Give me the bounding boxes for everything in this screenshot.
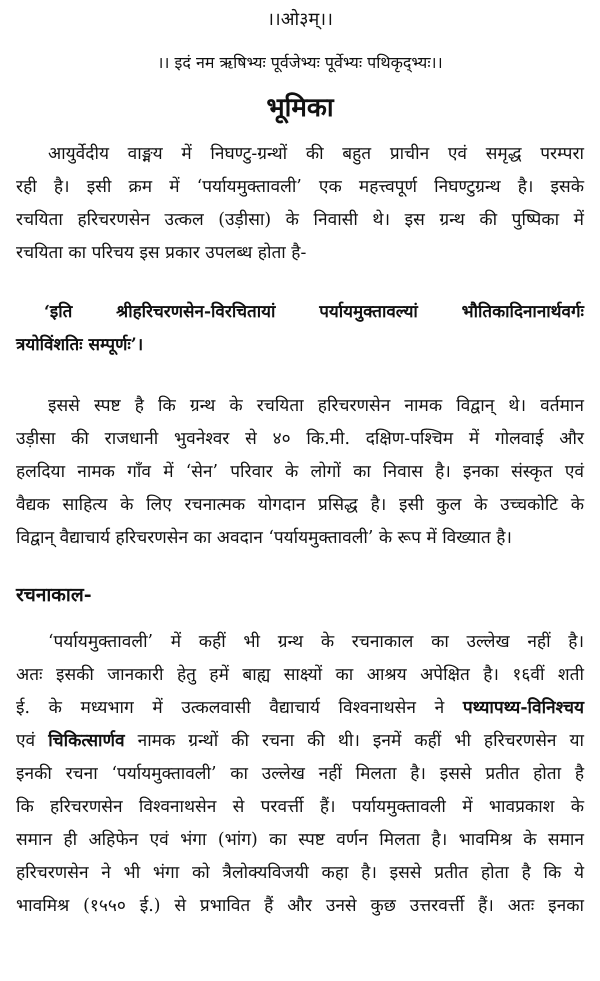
paragraph-period: [16, 626, 584, 923]
text-line: आयुर्वेदीय वाङ्मय में निघण्टु-ग्रन्थों की बहुत प्राचीन एवं समृद्ध परम्परा: [48, 144, 584, 164]
text-line: विद्वान् वैद्याचार्य हरिचरणसेन का अवदान ‘पर्यायमुक्तावली’ के रूप में विख्यात है।: [16, 528, 512, 548]
invocation-verse: ।। इदं नम ऋषिभ्यः पूर्वजेभ्यः पूर्वेभ्यः पथिकृद्भ्यः।।: [157, 53, 443, 72]
colophon-quote: [16, 296, 584, 362]
om-header: ।।ओ३म्।।: [267, 9, 333, 30]
text-line: रही है। इसी क्रम में ‘पर्यायमुक्तावली’ एक महत्त्वपूर्ण निघण्टुग्रन्थ है। इसके: [16, 177, 584, 197]
text-line: रचयिता का परिचय इस प्रकार उपलब्ध होता है-: [16, 243, 307, 263]
section-heading: रचनाकाल-: [16, 584, 92, 606]
text-line: उड़ीसा की राजधानी भुवनेश्वर से ४० कि.मी. दक्षिण-पश्चिम में गोलवाई और: [16, 429, 584, 449]
text-line: इनकी रचना ‘पर्यायमुक्तावली’ का उल्लेख नहीं मिलता है। इससे प्रतीत होता है: [16, 764, 584, 784]
text-line: वैद्यक साहित्य के लिए रचनात्मक योगदान प्रसिद्ध है। इसी कुल के उच्चकोटि के: [16, 495, 584, 515]
text-segment: नामक ग्रन्थों की रचना की थी। इनमें कहीं भी हरिचरणसेन या: [137, 731, 584, 751]
text-line: इससे स्पष्ट है कि ग्रन्थ के रचयिता हरिचरणसेन नामक विद्वान् थे। वर्तमान: [48, 396, 584, 416]
book-title: चिकित्सार्णव: [48, 731, 125, 751]
text-segment: एवं: [16, 731, 36, 751]
text-line: अतः इसकी जानकारी हेतु हमें बाह्य साक्ष्यों का आश्रय अपेक्षित है। १६वीं शती: [16, 665, 584, 685]
quote-line: त्रयोविंशतिः सम्पूर्णः’।: [16, 335, 144, 355]
text-line: हलदिया नामक गाँव में ‘सेन’ परिवार के लोगों का निवास है। इनका संस्कृत एवं: [16, 462, 584, 482]
text-line: कि हरिचरणसेन विश्वनाथसेन से परवर्त्ती हैं। पर्यायमुक्तावली में भावप्रकाश के: [16, 797, 584, 817]
text-line: रचयिता हरिचरणसेन उत्कल (उड़ीसा) के निवासी थे। इस ग्रन्थ की पुष्पिका में: [16, 210, 584, 230]
book-title: पथ्यापथ्य-विनिश्चय: [462, 698, 584, 718]
text-line: ‘पर्यायमुक्तावली’ में कहीं भी ग्रन्थ के रचनाकाल का उल्लेख नहीं है।: [48, 632, 584, 652]
quote-line: ‘इति श्रीहरिचरणसेन-विरचितायां पर्यायमुक्तावल्यां भौतिकादिनानार्थवर्गः: [44, 302, 584, 322]
text-line-mixed: [16, 725, 584, 758]
text-segment: ई. के मध्यभाग में उत्कलवासी वैद्याचार्य विश्वनाथसेन ने: [16, 698, 445, 718]
text-line: भावमिश्र (१५५० ई.) से प्रभावित हैं और उनसे कुछ उत्तरवर्त्ती हैं। अतः इनका: [16, 896, 584, 916]
text-line-mixed: [16, 692, 584, 725]
paragraph-intro: [16, 138, 584, 270]
page-title: भूमिका: [266, 93, 334, 123]
paragraph-author: [16, 390, 584, 555]
text-line: हरिचरणसेन ने भी भंगा को त्रैलोक्यविजयी कहा है। इससे प्रतीत होता है कि ये: [16, 863, 584, 883]
text-line: समान ही अहिफेन एवं भंगा (भांग) का स्पष्ट वर्णन मिलता है। भावमिश्र के समान: [16, 830, 584, 850]
